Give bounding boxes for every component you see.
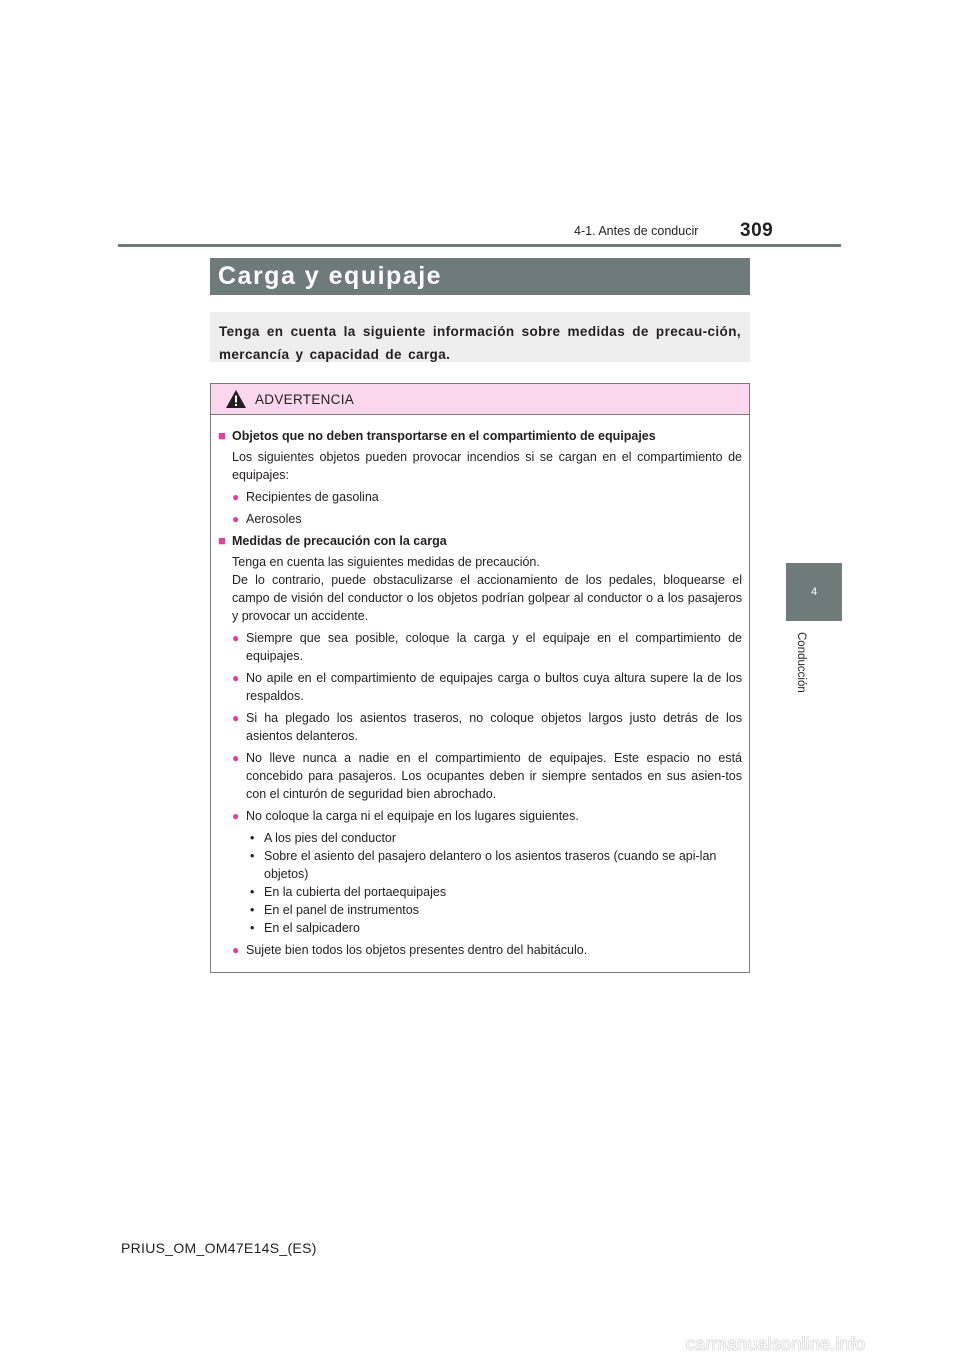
list-item (218, 709, 742, 745)
list-item-text: No coloque la carga ni el equipaje en los lugares siguientes. (246, 809, 579, 823)
sub-list-item (218, 901, 742, 919)
section-heading (218, 532, 742, 550)
list-item-text: Aerosoles (246, 512, 302, 526)
warning-header (211, 384, 749, 415)
chapter-label: Conducción (795, 632, 807, 693)
round-bullet-icon: ● (232, 809, 240, 823)
page-number: 309 (740, 220, 774, 241)
warning-body (211, 415, 749, 959)
page-title-bar (210, 258, 750, 295)
list-item (218, 510, 742, 528)
section-label: 4-1. Antes de conducir (574, 224, 699, 238)
round-bullet-icon: ● (232, 943, 240, 957)
paragraph: Tenga en cuenta las siguientes medidas de precaución. (232, 555, 540, 569)
square-bullet-icon: ■ (218, 428, 226, 443)
sub-bullet-icon: • (250, 849, 255, 863)
list-item-text: Si ha plegado los asientos traseros, no coloque objetos largos justo detrás de los asientos delanteros. (246, 711, 742, 743)
square-bullet-icon: ■ (218, 533, 226, 548)
sub-list-item-text: En el panel de instrumentos (264, 903, 419, 917)
warning-triangle-icon (225, 389, 247, 409)
sub-list-item (218, 847, 742, 883)
list-item (218, 488, 742, 506)
list-item-text: No apile en el compartimiento de equipajes carga o bultos cuya altura supere la de los respaldos. (246, 671, 742, 703)
chapter-number: 4 (810, 586, 818, 598)
list-item (218, 629, 742, 665)
list-item-text: Recipientes de gasolina (246, 490, 379, 504)
list-item-text: Siempre que sea posible, coloque la carga y el equipaje en el compartimiento de equipajes. (246, 631, 742, 663)
round-bullet-icon: ● (232, 631, 240, 645)
paragraph: De lo contrario, puede obstaculizarse el accionamiento de los pedales, bloquearse el campo de visión del conductor o los objetos podrían golpear al conductor o a los pasajeros y provocar un accidente. (232, 573, 742, 623)
section-heading (218, 427, 742, 445)
round-bullet-icon: ● (232, 490, 240, 504)
sub-list-item-text: Sobre el asiento del pasajero delantero o los asientos traseros (cuando se api-lan objetos) (264, 849, 717, 881)
heading-text: Objetos que no deben transportarse en el compartimiento de equipajes (232, 429, 656, 443)
list-item (218, 669, 742, 705)
sub-list-item (218, 919, 742, 937)
sub-bullet-icon: • (250, 831, 255, 845)
watermark: carmanualsonline.info (686, 1334, 866, 1354)
footer-doc-code: PRIUS_OM_OM47E14S_(ES) (121, 1240, 317, 1256)
round-bullet-icon: ● (232, 751, 240, 765)
sub-bullet-icon: • (250, 885, 255, 899)
paragraph: Los siguientes objetos pueden provocar incendios si se cargan en el compartimiento de equipajes: (232, 450, 742, 482)
list-item (218, 807, 742, 825)
intro-box (210, 312, 750, 362)
list-item (218, 941, 742, 959)
round-bullet-icon: ● (232, 711, 240, 725)
page-title: Carga y equipaje (218, 262, 443, 290)
header-divider (118, 244, 841, 247)
chapter-tab (786, 563, 842, 621)
round-bullet-icon: ● (232, 512, 240, 526)
warning-box (210, 383, 750, 973)
heading-text: Medidas de precaución con la carga (232, 534, 447, 548)
sub-list-item-text: A los pies del conductor (264, 831, 397, 845)
warning-label: ADVERTENCIA (255, 391, 355, 407)
sub-bullet-icon: • (250, 903, 255, 917)
sub-list-item (218, 883, 742, 901)
sub-list-item (218, 829, 742, 847)
list-item-text: Sujete bien todos los objetos presentes dentro del habitáculo. (246, 943, 588, 957)
list-item (218, 749, 742, 803)
sub-list-item-text: En la cubierta del portaequipajes (264, 885, 447, 899)
round-bullet-icon: ● (232, 671, 240, 685)
intro-text: Tenga en cuenta la siguiente información sobre medidas de precau-ción, mercancía y capacidad de carga. (219, 324, 741, 362)
sub-list-item-text: En el salpicadero (264, 921, 360, 935)
list-item-text: No lleve nunca a nadie en el compartimiento de equipajes. Este espacio no está concebido para pasajeros. Los ocupantes deben ir siempre sentados en sus asien-tos con el cinturón de seguridad bien abrochado. (246, 751, 742, 801)
sub-bullet-icon: • (250, 921, 255, 935)
